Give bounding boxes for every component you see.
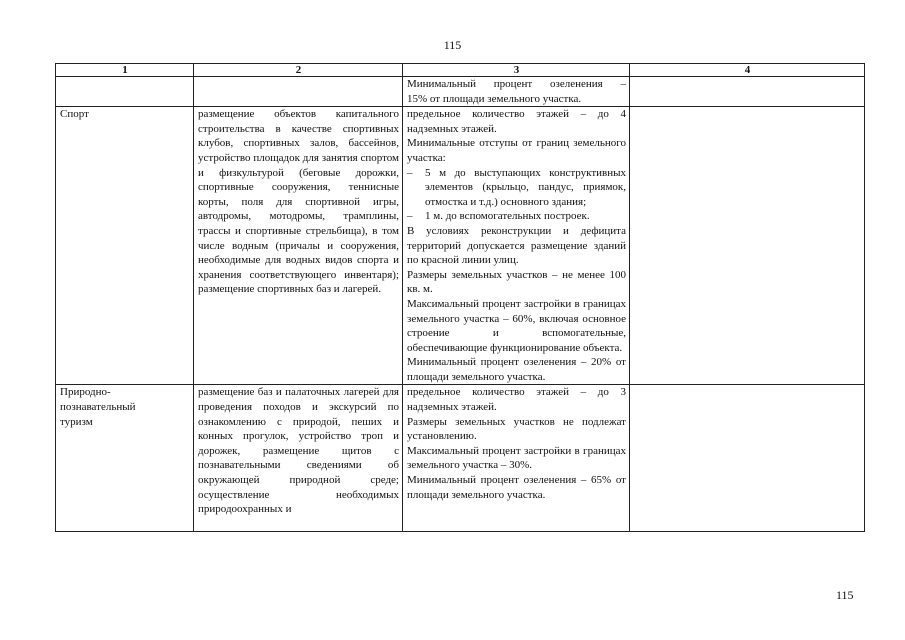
continuation-line: Минимальный процент озеленения –: [407, 78, 626, 90]
page-number-top: 115: [443, 38, 462, 52]
param-paragraph: Максимальный процент застройки в границах земельного участка – 30%.: [407, 444, 626, 472]
continuation-col4: [630, 77, 865, 107]
page-number-bottom: 115: [836, 588, 854, 602]
list-item: – 1 м. до вспомогательных построек.: [407, 209, 626, 224]
param-paragraph: Минимальный процент озеленения – 65% от площади земельного участка.: [407, 474, 626, 501]
use-parameters: [403, 385, 630, 532]
param-paragraph: предельное количество этажей – до 4 надземных этажей.: [407, 108, 626, 135]
zoning-table: [55, 63, 865, 532]
column-header-2: 2: [194, 64, 403, 77]
param-paragraph: Максимальный процент застройки в границах земельного участка – 60%, включая основное строение и вспомогательные, обеспечивающие функционирование объекта.: [407, 297, 626, 354]
param-paragraph: Размеры земельных участков – не менее 100 кв. м.: [407, 268, 626, 296]
column-header-3: 3: [403, 64, 630, 77]
use-parameters: [403, 107, 630, 385]
table-row-sport: [56, 107, 865, 385]
setback-list: [407, 166, 626, 224]
param-paragraph: В условиях реконструкции и дефицита территорий допускается размещение зданий по красной линии улиц.: [407, 224, 626, 267]
table-row-continuation: [56, 77, 865, 107]
use-description: размещение баз и палаточных лагерей для проведения походов и экскурсий по ознакомлению с природой, пеших и конных прогулок, устройство троп и дорожек, размещение щитов с познавательными сведениями об окружающей природной среде; осуществление необходимых природоохранных и: [194, 385, 403, 532]
list-item: – 5 м до выступающих конструктивных элементов (крыльцо, пандус, приямок, отмостка и т.д.) основного здания;: [407, 166, 626, 210]
param-paragraph: Размеры земельных участков не подлежат установлению.: [407, 415, 626, 443]
param-paragraph: Минимальные отступы от границ земельного участка:: [407, 137, 626, 164]
param-paragraph: предельное количество этажей – до 3 надземных этажей.: [407, 386, 626, 414]
use-notes: [630, 385, 865, 532]
param-paragraph: Минимальный процент озеленения – 20% от площади земельного участка.: [407, 356, 626, 383]
column-header-1: 1: [56, 64, 194, 77]
continuation-col2: [194, 77, 403, 107]
use-description: размещение объектов капитального строительства в качестве спортивных клубов, спортивных залов, бассейнов, устройство площадок для занятия спортом и физкультурой (беговые дорожки, спортивные сооружения, теннисные корты, поля для спортивной игры, автодромы, мотодромы, трамплины, трассы и спортивные стрельбища), в том числе водным (причалы и сооружения, необходимые для водных видов спорта и хранения соответствующего инвентаря); размещение спортивных баз и лагерей.: [194, 107, 403, 385]
column-header-4: 4: [630, 64, 865, 77]
continuation-line: 15% от площади земельного участка.: [407, 92, 582, 105]
use-name: Спорт: [56, 107, 194, 385]
table-row-nature-tourism: [56, 385, 865, 532]
continuation-col3: [403, 77, 630, 107]
use-notes: [630, 107, 865, 385]
table-header-row: [56, 64, 865, 77]
continuation-col1: [56, 77, 194, 107]
use-name: Природно-познавательный туризм: [56, 385, 194, 532]
